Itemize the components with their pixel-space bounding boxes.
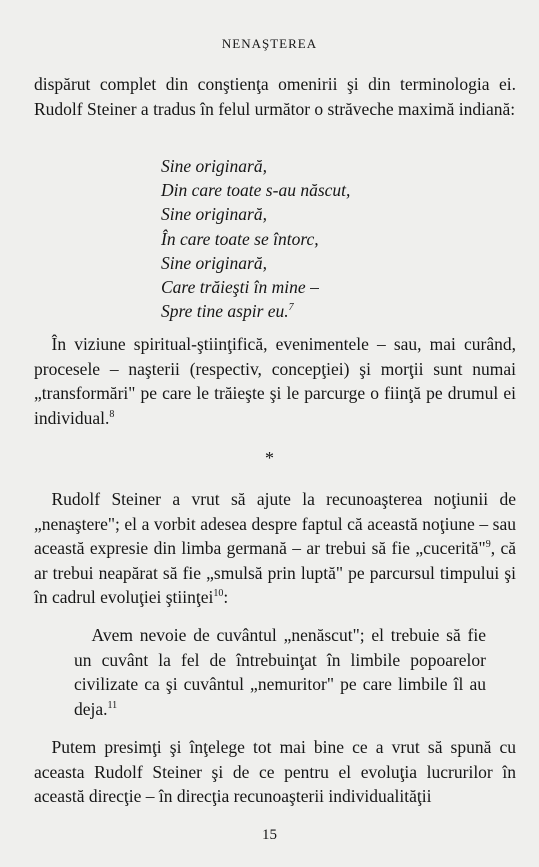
paragraph-text: Putem presimţi şi înţelege tot mai bine ce a vrut să spună cu aceasta Rudolf Steiner şi de ce pentru el evoluţia lucrurilor în această direcţie – în direcţia recunoaşterii individualităţii: [34, 737, 516, 806]
poem-line: Sine originară,: [161, 204, 267, 225]
footnote-ref: 9: [485, 539, 491, 551]
paragraph-text-wrap: [34, 735, 516, 809]
quote-text: Avem nevoie de cuvântul „nenăscut"; el trebuie să fie un cuvânt la fel de întrebuinţat în limbile popoarelor civilizate ca şi cuvântul „nemuritor" pe care limbile îl au deja.: [74, 625, 486, 719]
section-separator: *: [265, 448, 274, 468]
footnote-ref: 8: [109, 408, 115, 420]
footnote-ref: 10: [213, 588, 224, 600]
poem-line-last: [161, 299, 350, 323]
poem-line: În care toate se întorc,: [161, 228, 319, 249]
paragraph-text: dispărut complet din conştienţa omenirii şi din terminologia ei. Rudolf Steiner a tradus în felul următor o străveche maximă indiană:: [34, 74, 516, 119]
poem-line: Sine originară,: [161, 156, 267, 176]
poem: [161, 154, 350, 323]
paragraph-transformations: [34, 332, 516, 430]
block-quote: [74, 623, 486, 721]
poem-line: Spre tine aspir eu.: [161, 301, 289, 322]
poem-line: Din care toate s-au născut,: [161, 180, 351, 201]
paragraph-text: Rudolf Steiner a vrut să ajute la recunoaşterea noţiunii de „nenaştere"; el a vorbit adesea despre faptul că această noţiune – sau această expresie din limba germană – ar trebui să fie „cucerită": [34, 489, 516, 558]
paragraph-text: În viziune spiritual-ştiinţifică, evenimentele – sau, mai curând, procesele – naşterii (respectiv, concepţiei) şi morţii sunt numai „transformări" pe care le trăieşte şi le parcurge o fiinţă pe drumul ei individual.: [34, 334, 516, 428]
footnote-ref: 7: [288, 302, 294, 314]
footnote-ref: 11: [107, 699, 118, 711]
poem-line: Care trăieşti în mine –: [161, 277, 319, 298]
paragraph-conclusion: [34, 735, 516, 809]
quote-wrap: [74, 623, 486, 721]
paragraph-nenastere: [34, 487, 516, 610]
paragraph-text: , că ar trebui neapărat să fie „smulsă prin luptă" pe parcursul timpului şi în cadrul evoluţiei ştiinţei: [34, 538, 516, 607]
running-header: NENAŞTEREA: [221, 36, 318, 51]
paragraph-text-wrap: [34, 487, 516, 610]
poem-line: Sine originară,: [161, 252, 267, 273]
paragraph-intro: [34, 72, 516, 121]
page-number: 15: [262, 827, 277, 843]
paragraph-text-wrap: [34, 332, 516, 430]
paragraph-text: :: [223, 587, 229, 607]
